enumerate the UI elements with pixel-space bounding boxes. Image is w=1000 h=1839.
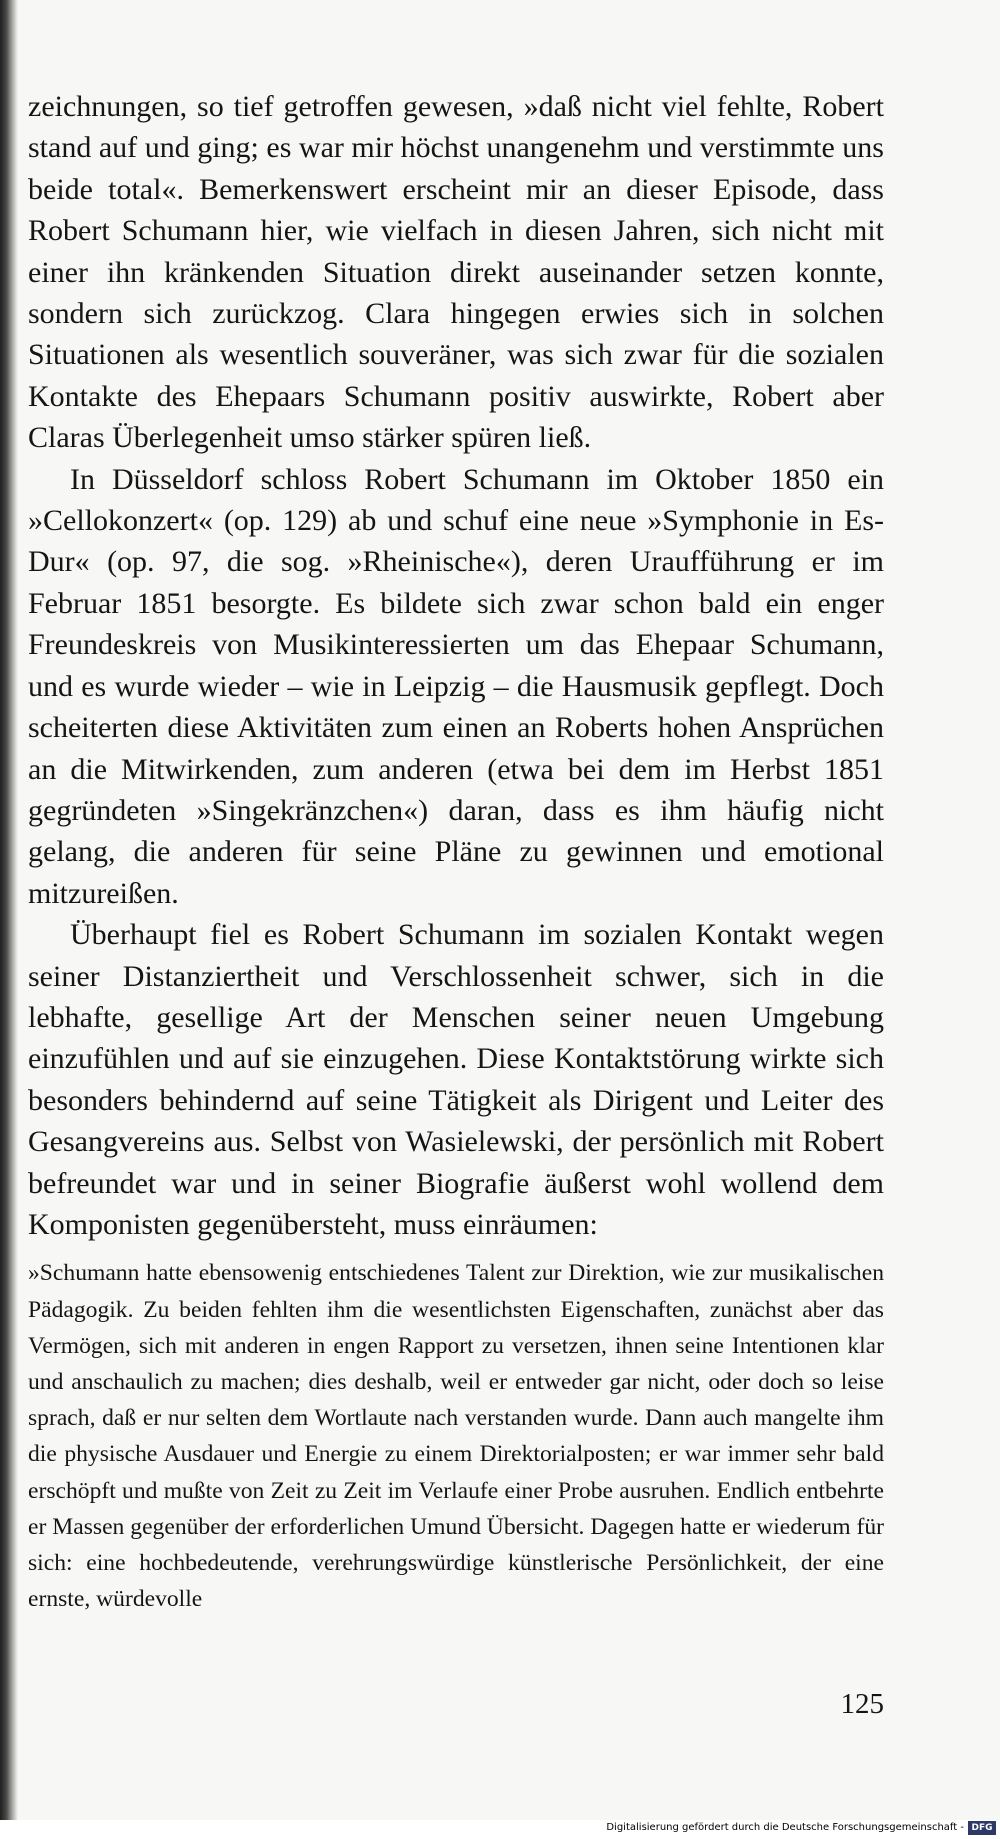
dfg-logo-icon: DFG <box>968 1821 996 1835</box>
paragraph-1: zeichnungen, so tief getroffen gewesen, »daß nicht viel fehlte, Robert stand auf und ging; es war mir höchst unangenehm und verstimmte uns beide total«. Bemerkenswert erscheint mir an dieser Episode, dass Robert Schumann hier, wie vielfach in diesen Jahren, sich nicht mit einer ihn kränkenden Situation direkt auseinander setzen konnte, sondern sich zurückzog. Clara hingegen erwies sich in solchen Situationen als wesentlich souveräner, was sich zwar für die sozialen Kontakte des Ehepaars Schumann positiv auswirkte, Robert aber Claras Überlegenheit umso stärker spüren ließ. <box>28 90 884 455</box>
binding-shadow <box>0 0 18 1820</box>
funding-credit: Digitalisierung gefördert durch die Deutsche Forschungsgemeinschaft - <box>606 1822 964 1833</box>
paragraph-3: Überhaupt fiel es Robert Schumann im sozialen Kontakt wegen seiner Distanziertheit und Verschlossenheit schwer, sich in die lebhafte, gesellige Art der Menschen seiner neuen Umgebung einzufühlen und auf sie einzugehen. Diese Kontaktstörung wirkte sich besonders behindernd auf seine Tätigkeit als Dirigent und Leiter des Gesangvereins aus. Selbst von Wasielewski, der persönlich mit Robert befreundet war und in seiner Biografie äußerst wohl wollend dem Komponisten gegenübersteht, muss einräumen: <box>28 918 884 1241</box>
paragraph-2: In Düsseldorf schloss Robert Schumann im Oktober 1850 ein »Cellokonzert« (op. 129) ab und schuf eine neue »Symphonie in Es-Dur« (op. 97, die sog. »Rheinische«), deren Uraufführung er im Februar 1851 besorgte. Es bildete sich zwar schon bald ein enger Freundeskreis von Musikinteressierten um das Ehepaar Schumann, und es wurde wieder – wie in Leipzig – die Hausmusik gepflegt. Doch scheiterten diese Aktivitäten zum einen an Roberts hohen Ansprüchen an die Mitwirkenden, zum anderen (etwa bei dem im Herbst 1851 gegründeten »Singekränzchen«) daran, dass es ihm häufig nicht gelang, die anderen für seine Pläne zu gewinnen und emotional mitzureißen. <box>28 462 884 910</box>
body-text <box>28 86 884 1617</box>
page-number: 125 <box>840 1688 884 1720</box>
block-quote: »Schumann hatte ebensowenig entschiedenes Talent zur Direktion, wie zur musikalischen Pädagogik. Zu beiden fehlten ihm die wesentlichsten Eigenschaften, zunächst aber das Vermögen, sich mit anderen in engen Rapport zu versetzen, ihnen seine Intentionen klar und anschaulich zu machen; dies deshalb, weil er entweder gar nicht, oder doch so leise sprach, daß er nur selten dem Wortlaute nach verstanden wurde. Dann auch mangelte ihm die physische Ausdauer und Energie zu einem Direktorialposten; er war immer sehr bald erschöpft und mußte von Zeit zu Zeit im Verlaufe einer Probe ausruhen. Endlich entbehrte er Massen gegenüber der erforderlichen Umund Übersicht. Dagegen hatte er wiederum für sich: eine hochbedeutende, verehrungswürdige künstlerische Persönlichkeit, der eine ernste, würdevolle <box>28 1260 884 1613</box>
digitization-footer <box>0 1820 1000 1839</box>
